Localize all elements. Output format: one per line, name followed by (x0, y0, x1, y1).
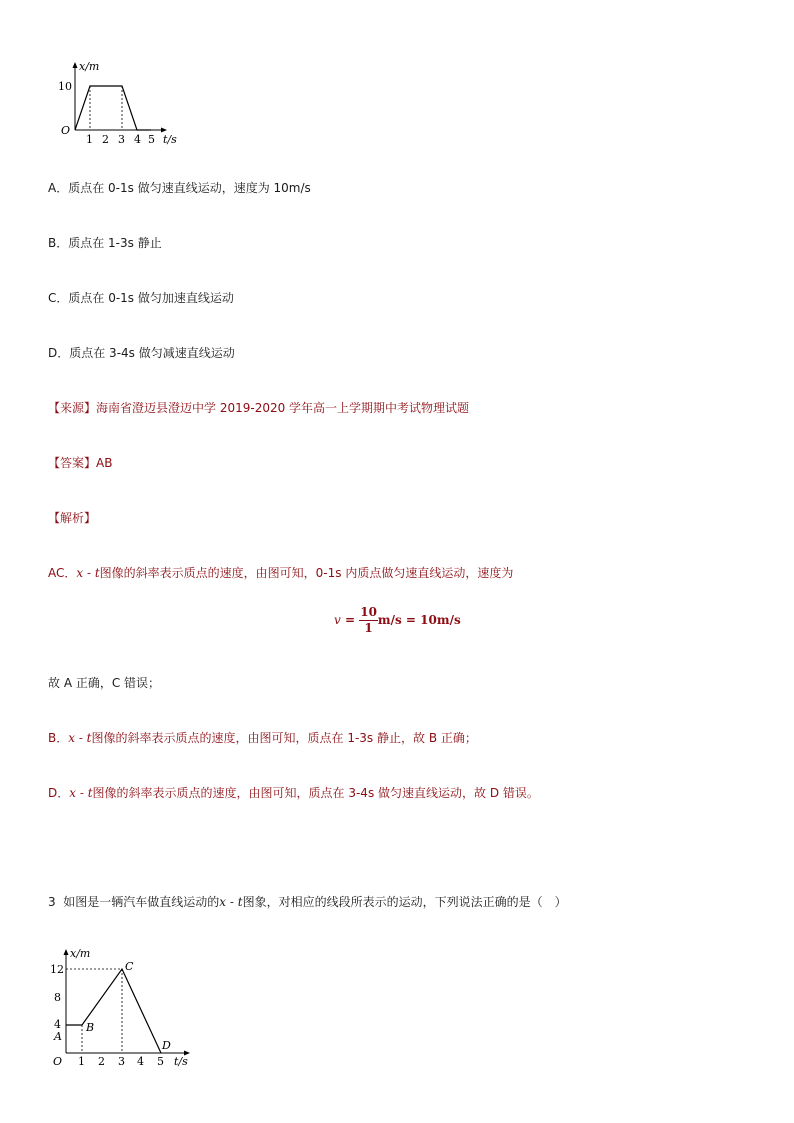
graph1-line (75, 86, 151, 130)
conclusion-ac: 故 A 正确，C 错误； (48, 676, 161, 690)
point-d-label: D (162, 1039, 171, 1052)
analysis-b-prefix: B． (48, 731, 69, 745)
point-a-label: A (54, 1030, 62, 1043)
question-text-before: 如图是一辆汽车做直线运动的 (63, 895, 220, 909)
analysis-ac-var: x - t (76, 566, 100, 580)
x-tick-1: 1 (86, 133, 93, 146)
answer-text: AB (96, 456, 113, 470)
option-b: B．质点在 1-3s 静止 (48, 236, 162, 250)
x-tick-5: 5 (148, 133, 155, 146)
formula-denominator: 1 (364, 621, 373, 635)
y-tick-12: 12 (50, 963, 64, 976)
analysis-d-text: 图像的斜率表示质点的速度，由图可知，质点在 3-4s 做匀速直线运动，故 D 错误。 (92, 786, 539, 800)
analysis-b (48, 729, 477, 746)
answer-line (48, 454, 112, 471)
velocity-formula (334, 606, 461, 635)
x-tick-4: 4 (134, 133, 141, 146)
analysis-ac-prefix: AC． (48, 566, 77, 580)
analysis-d-prefix: D． (48, 786, 70, 800)
answer-tag: 【答案】 (48, 456, 97, 470)
x-axis-label: t/s (163, 133, 177, 146)
question-var: x - t (219, 895, 243, 909)
y-axis-label: x/m (79, 60, 100, 73)
analysis-ac-text: 图像的斜率表示质点的速度，由图可知，0-1s 内质点做匀速直线运动，速度为 (99, 566, 514, 580)
source-line (48, 399, 469, 416)
option-c: C．质点在 0-1s 做匀加速直线运动 (48, 291, 234, 305)
y-axis-arrow-2 (64, 949, 69, 955)
formula-rest: m/s = 10m/s (377, 613, 461, 627)
y-axis-arrow (73, 62, 78, 68)
origin-label: O (61, 124, 71, 137)
formula-fraction (359, 606, 378, 635)
graph2-line (66, 969, 161, 1053)
x-tick-2-2: 2 (98, 1055, 105, 1068)
x-tick-3: 3 (118, 133, 125, 146)
y-tick-4: 4 (54, 1018, 61, 1031)
x-axis-label-2: t/s (174, 1055, 188, 1068)
option-d: D．质点在 3-4s 做匀减速直线运动 (48, 346, 235, 360)
analysis-ac (48, 564, 513, 581)
x-tick-1-2: 1 (78, 1055, 85, 1068)
xt-graph-1 (55, 58, 190, 148)
y-axis-label-2: x/m (70, 947, 91, 960)
source-tag: 【来源】 (48, 401, 97, 415)
x-tick-3-2: 3 (118, 1055, 125, 1068)
y-tick-8: 8 (54, 991, 61, 1004)
x-tick-4-2: 4 (137, 1055, 144, 1068)
question-3 (48, 893, 567, 910)
y-tick-10: 10 (58, 80, 72, 93)
xt-graph-2 (48, 945, 208, 1070)
source-text: 海南省澄迈县澄迈中学 2019-2020 学年高一上学期期中考试物理试题 (96, 401, 470, 415)
x-tick-2: 2 (102, 133, 109, 146)
analysis-b-text: 图像的斜率表示质点的速度，由图可知，质点在 1-3s 静止，故 B 正确； (91, 731, 477, 745)
formula-eq: = (344, 613, 356, 627)
origin-label-2: O (53, 1055, 63, 1068)
analysis-tag: 【解析】 (48, 511, 97, 525)
analysis-d (48, 784, 539, 801)
formula-numerator: 10 (360, 605, 377, 619)
option-a: A．质点在 0-1s 做匀速直线运动，速度为 10m/s (48, 181, 311, 195)
point-c-label: C (125, 960, 134, 973)
point-b-label: B (86, 1021, 95, 1034)
x-axis-arrow (161, 128, 167, 133)
question-text-after: 图象，对相应的线段所表示的运动，下列说法正确的是（ ） (242, 895, 567, 909)
analysis-d-var: x - t (69, 786, 93, 800)
x-tick-5-2: 5 (157, 1055, 164, 1068)
question-number: 3 (48, 895, 56, 909)
formula-v: v (334, 613, 341, 627)
analysis-b-var: x - t (68, 731, 92, 745)
